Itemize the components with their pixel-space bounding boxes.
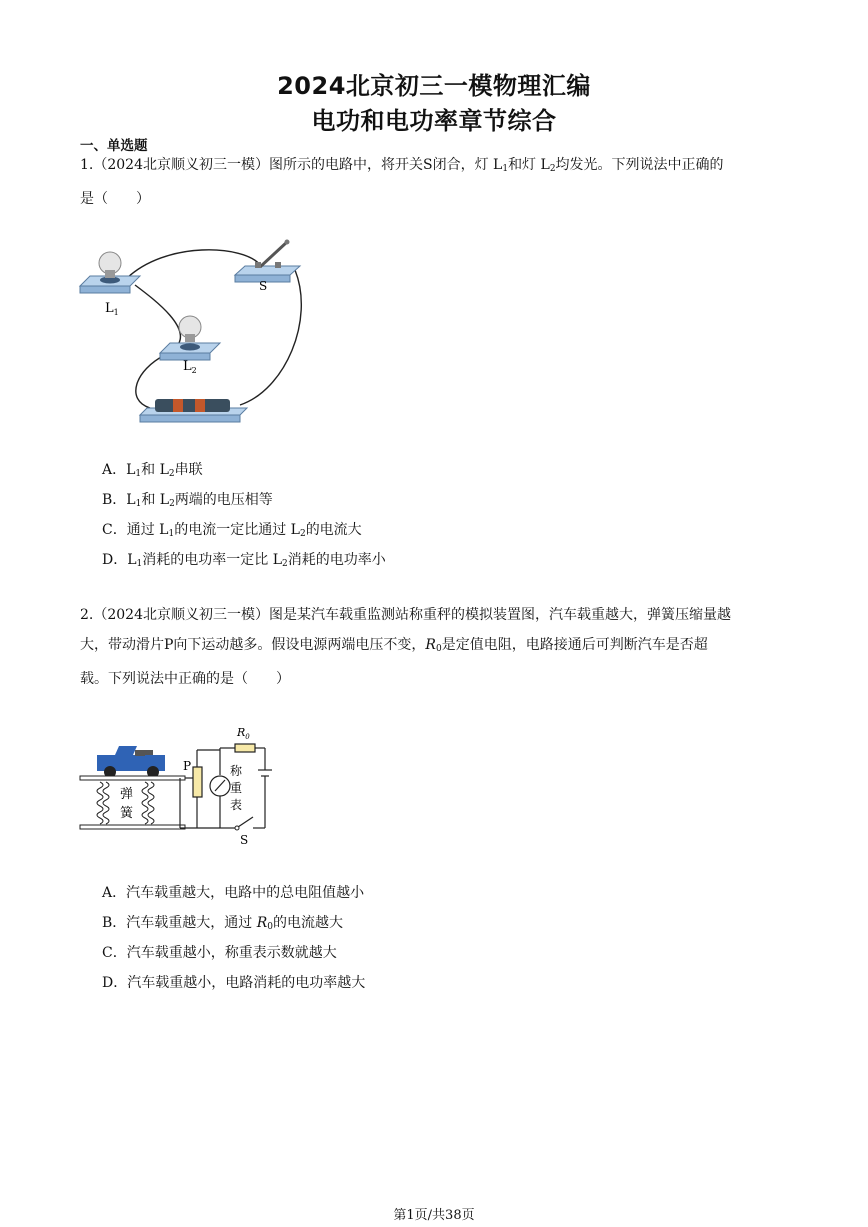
q1-option-a[interactable]: A．$L_1$和 $L_2$串联 (102, 462, 203, 479)
q1-option-c[interactable]: C．通过 $L_1$的电流一定比通过 $L_2$的电流大 (102, 522, 362, 539)
svg-text:表: 表 (230, 798, 243, 812)
q1-option-b[interactable]: B．$L_1$和 $L_2$两端的电压相等 (102, 492, 273, 509)
switch-s (235, 240, 300, 283)
question-2-stem: 2.（2024北京顺义初三一模）图是某汽车载重监测站称重秤的模拟装置图，汽车载重越大，弹簧压缩量越 大，带动滑片P向下运动越多。假设电源两端电压不变，$R_0$是定值电阻，电路接通后可判断汽车是否超 载。下列说法中正确的是（ ） (80, 607, 731, 687)
q1-option-d[interactable]: D．$L_1$消耗的电功率一定比 $L_2$消耗的电功率小 (102, 552, 386, 569)
q2-option-d[interactable]: D．汽车载重越小，电路消耗的电功率越大 (102, 975, 366, 991)
svg-text:弹: 弹 (120, 787, 134, 802)
svg-text:重: 重 (230, 781, 243, 795)
svg-text:P: P (183, 759, 192, 773)
svg-text:称: 称 (230, 764, 243, 778)
lamp-l1 (80, 252, 140, 293)
question-1-stem: 1.（2024北京顺义初三一模）图所示的电路中，将开关S闭合，灯 $L_1$和灯 $L_2$均发光。下列说法中正确的 是（ ） (80, 157, 724, 207)
truck (97, 746, 165, 778)
svg-text:L1: $L_1$ (105, 301, 119, 317)
svg-text:S: S (240, 833, 249, 847)
svg-text:S: S (259, 279, 268, 293)
battery-holder (140, 399, 247, 422)
section-heading: 一、单选题 (80, 138, 148, 154)
weighing-figure-q2 (75, 720, 295, 850)
q2-option-a[interactable]: A．汽车载重越大，电路中的总电阻值越小 (102, 885, 365, 901)
page-number: 第1页/共38页 (393, 1208, 475, 1223)
title-line-1: 2024北京初三一模物理汇编 (277, 72, 591, 100)
svg-text:簧: 簧 (120, 806, 134, 821)
title-line-2: 电功和电功率章节综合 (311, 107, 557, 135)
circuit-figure-q1 (75, 230, 315, 430)
svg-text:R0: $R_0$ (237, 726, 250, 741)
svg-text:L2: $L_2$ (183, 359, 197, 375)
lamp-l2 (160, 316, 220, 360)
q2-option-c[interactable]: C．汽车载重越小，称重表示数就越大 (102, 945, 337, 961)
q2-option-b[interactable]: B．汽车载重越大，通过 $R_0$的电流越大 (102, 915, 344, 932)
